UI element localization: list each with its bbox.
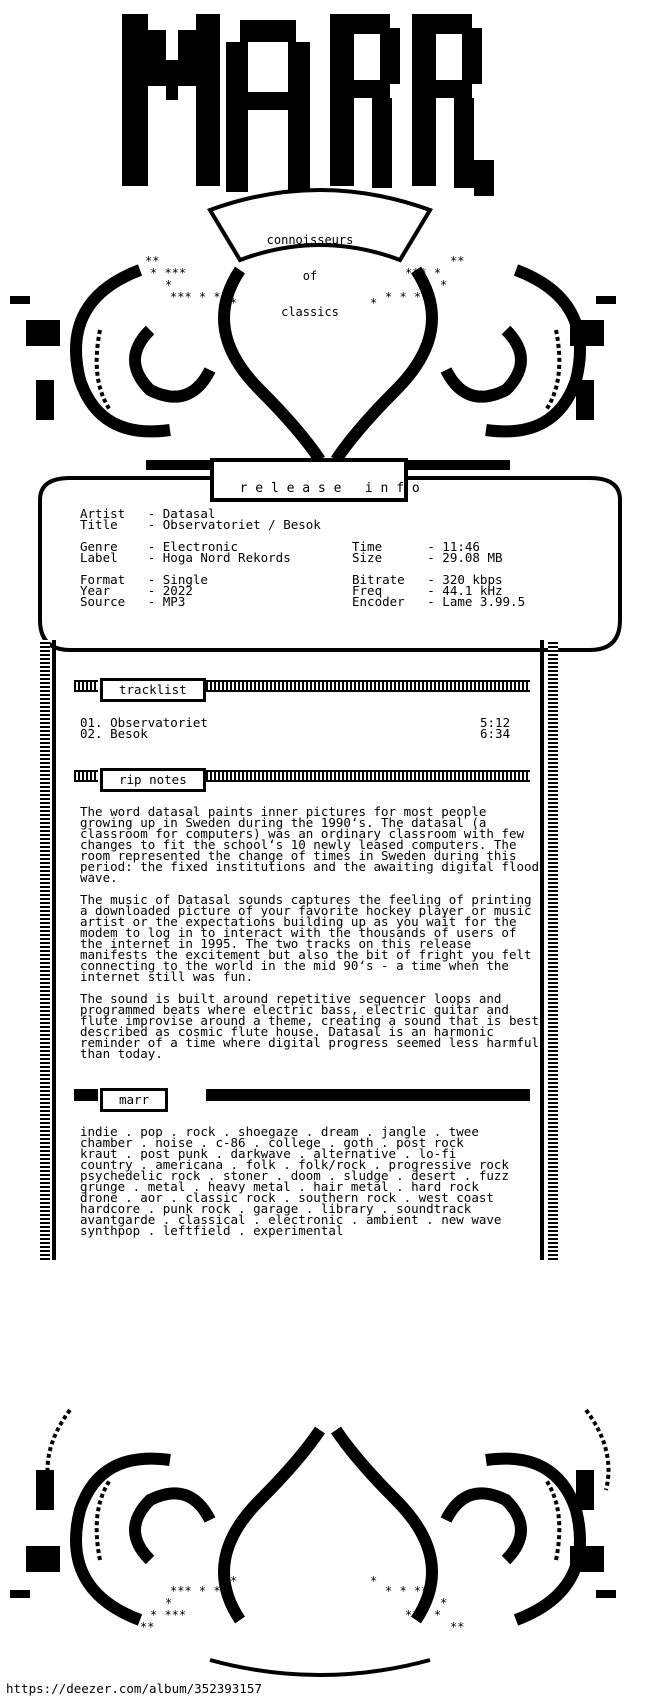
tagline-line: of bbox=[302, 269, 318, 283]
release-info-row: Format - Single bbox=[80, 572, 208, 587]
pillar-right-line bbox=[540, 640, 544, 1260]
svg-text:**: ** bbox=[145, 254, 160, 268]
svg-text:*** * *: *** * * bbox=[170, 1584, 221, 1598]
tagline-line: connoisseurs bbox=[266, 233, 354, 247]
svg-text:*** * *: *** * * bbox=[170, 290, 221, 304]
marr-label: marr bbox=[100, 1088, 168, 1112]
track-time: 6:34 bbox=[480, 726, 511, 741]
track-title: 02. Besok bbox=[80, 726, 148, 741]
svg-text:*** *: *** * bbox=[405, 266, 442, 280]
svg-text:* ***: * *** bbox=[150, 266, 187, 280]
svg-text:*: * bbox=[440, 1596, 448, 1610]
release-info-row: Encoder - Lame 3.99.5 bbox=[352, 594, 526, 609]
ripnotes-para-3: The sound is built around repetitive sequencer loops and programmed beats where electric bass, electric guitar and flute improvise around a theme, creating a sound that is best described as cosmic flute house. Datasal is an harmonic reminder of a time where digital progress seemed less harmful than today. bbox=[80, 991, 540, 1061]
release-info-row: Year - 2022 bbox=[80, 583, 193, 598]
pillar-left bbox=[40, 640, 50, 1260]
release-info-row: Genre - Electronic bbox=[80, 539, 239, 554]
footer-art bbox=[0, 1370, 656, 1686]
release-info-row bbox=[352, 508, 525, 519]
release-info-row: Title - Observatoriet / Besok bbox=[80, 517, 321, 532]
release-info-row: Source - MP3 bbox=[80, 594, 186, 609]
svg-text:*: * bbox=[440, 278, 448, 292]
track-row bbox=[80, 728, 510, 739]
svg-text:*: * bbox=[165, 278, 173, 292]
pillar-left-line bbox=[52, 640, 56, 1260]
release-info-row: Freq - 44.1 kHz bbox=[352, 583, 503, 598]
release-info-row: Size - 29.08 MB bbox=[352, 550, 503, 565]
svg-text:* ***: * *** bbox=[150, 1608, 187, 1622]
pillar-right bbox=[548, 640, 558, 1260]
ripnotes-para-2: The music of Datasal sounds captures the feeling of printing a downloaded picture of your favorite hockey player or music artist or the expectations building up as you wait for the modem to log in to interact with the thousands of users of the internet in 1995. The two tracks on this release manifests the excitement but also the bit of fright you felt connecting to the world in the mid 90‘s - a time when the internet still was fun. bbox=[80, 892, 532, 984]
release-info-row: Artist - Datasal bbox=[80, 506, 216, 521]
release-info-right bbox=[352, 508, 525, 607]
ripnotes-rule-left bbox=[74, 770, 98, 782]
release-info-row: Bitrate - 320 kbps bbox=[352, 572, 503, 587]
svg-text:*: * bbox=[230, 1574, 238, 1588]
tracklist bbox=[80, 717, 510, 739]
release-info-header bbox=[210, 458, 420, 502]
tagline bbox=[250, 210, 370, 330]
tracklist-rule-right bbox=[206, 680, 530, 692]
svg-text:**: ** bbox=[140, 1620, 155, 1634]
release-info-header-label: r e l e a s e i n f o bbox=[239, 481, 420, 496]
release-info-row: Label - Hoga Nord Rekords bbox=[80, 550, 291, 565]
album-url[interactable]: https://deezer.com/album/352393157 bbox=[6, 1681, 262, 1696]
track-title: 01. Observatoriet bbox=[80, 715, 208, 730]
release-info-left bbox=[80, 508, 321, 607]
svg-text:*: * bbox=[370, 296, 378, 310]
release-info-row bbox=[352, 519, 525, 530]
svg-text:*: * bbox=[230, 296, 238, 310]
tagline-line: classics bbox=[281, 305, 339, 319]
ripnotes-para-1: The word datasal paints inner pictures for most people growing up in Sweden during the 1990‘s. The datasal (a classroom for computers) was an ordinary classroom with few changes to fit the school‘s 10 newly leased computers. The room represented the change of times in Sweden during this period: the fixed institutions and the awaiting digital flood wave. bbox=[80, 804, 540, 885]
svg-text:**: ** bbox=[450, 1620, 465, 1634]
tracklist-rule-left bbox=[74, 680, 98, 692]
genre-list: indie . pop . rock . shoegaze . dream . jangle . twee chamber . noise . c-86 . college . goth . post rock kraut . post punk . darkwave . alternative . lo-fi country . americana . folk . folk/rock . progressive rock psychedelic rock . stoner . doom . sludge . desert . fuzz grunge . metal . heavy metal . hair metal . hard rock drone . aor . classic rock . southern rock . west coast hardcore . punk rock . garage . library . soundtrack avantgarde . classical . electronic . ambient . new wave synthpop . leftfield . experimental bbox=[80, 1124, 509, 1238]
ripnotes-label: rip notes bbox=[100, 768, 206, 792]
svg-text:*: * bbox=[165, 1596, 173, 1610]
ornament-bottom-svg bbox=[0, 1370, 656, 1682]
release-info-row: Time - 11:46 bbox=[352, 539, 480, 554]
svg-text:* * ***: * * *** bbox=[385, 290, 436, 304]
marr-rule-right bbox=[206, 1089, 530, 1101]
ripnotes-rule-right bbox=[206, 770, 530, 782]
svg-text:*** *: *** * bbox=[405, 1608, 442, 1622]
tracklist-label: tracklist bbox=[100, 678, 206, 702]
track-time: 5:12 bbox=[480, 715, 511, 730]
svg-text:**: ** bbox=[450, 254, 465, 268]
svg-text:* * ***: * * *** bbox=[385, 1584, 436, 1598]
marr-rule-left bbox=[74, 1089, 98, 1101]
svg-text:*: * bbox=[370, 1574, 378, 1588]
